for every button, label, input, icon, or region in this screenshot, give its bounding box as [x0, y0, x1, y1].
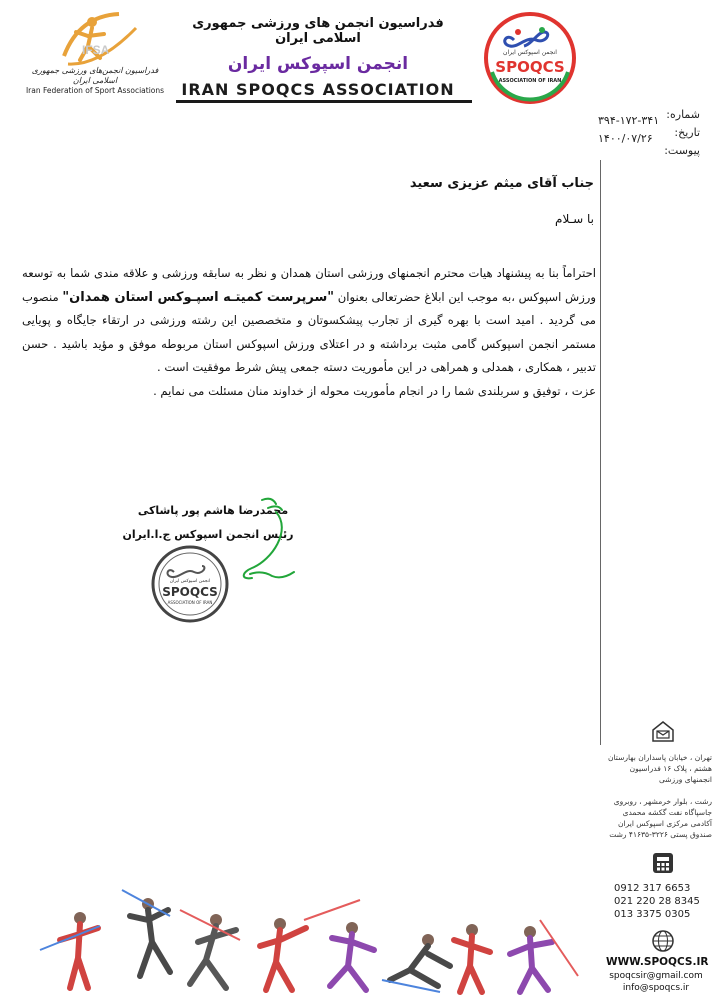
envelope-icon — [650, 718, 676, 744]
appointment-title: "سرپرست کمیتـه اسپـوکس استان همدان" — [62, 289, 335, 305]
side-divider — [600, 160, 601, 745]
fighter-figure-7 — [454, 924, 490, 992]
recipient: جناب آقای میثم عزیزی سعید — [409, 176, 594, 191]
fighter-figure-2 — [122, 890, 170, 976]
po-box: صندوق پستی ۳۲۲۶-۴۱۶۳۵ رشت — [609, 830, 712, 839]
phone-3[interactable]: 013 3375 0305 — [614, 909, 691, 920]
association-stamp — [150, 544, 230, 624]
spoqcs-logo-top-text: انجمن اسپوکس ایران — [503, 49, 557, 56]
phone-numbers — [614, 882, 710, 921]
stamp-bottom-text: ASSOCIATION OF IRAN — [167, 600, 213, 605]
phone-icon — [650, 850, 676, 876]
address-tehran: تهران ، خیابان پاسداران بهارستان هشتم ، پلاک ۱۶ فدراسیون انجمنهای ورزشی — [608, 753, 712, 784]
fighter-figure-8 — [510, 920, 578, 992]
fighters-artwork — [30, 880, 600, 1000]
fighter-figure-4 — [260, 900, 360, 990]
spoqcs-logo-bottom-text: ASSOCIATION OF IRAN — [498, 78, 562, 84]
letter-body — [22, 262, 596, 404]
date-label: تاریخ: — [674, 126, 700, 139]
signatory-title: رئیس انجمن اسپوکس ج.ا.ایران — [122, 528, 294, 541]
ifsa-english-caption: Iran Federation of Sport Associations — [25, 86, 165, 95]
attachment-label: پیوست: — [664, 144, 700, 157]
number-label: شماره: — [666, 108, 700, 121]
letter-meta-values — [598, 112, 664, 148]
association-english-title: IRAN SPOQCS ASSOCIATION — [181, 80, 455, 99]
address-rasht — [604, 796, 712, 840]
fighter-figure-6 — [382, 934, 450, 992]
letterhead-title — [178, 10, 458, 99]
fighter-figure-5 — [330, 922, 374, 990]
paragraph-2: منصوب می گردید . امید است با بهره گیری از تجارب پیشکسوتان و متخصصین این رشته ورزشی در ارتقاء جایگاه و پویایی مستمر انجمن اسپوکس گامی مثبت برداشته و در اعتلای ورزش اسپوکس استان مربوطه موفق و مؤید باشید . حسن تدبیر ، همکاری ، همدلی و همراهی در این مأموریت دسته جمعی پیش شرط موفقیت است . — [22, 289, 596, 375]
paragraph-1: احتراماً بنا به پیشنهاد هیات محترم انجمنهای ورزشی استان همدان و نظر به سابقه ورزشی و علاقه مندی شما به توسعه ورزش اسپوکس ،به موجب این ابلاغ حضرتعالی بعنوان — [22, 266, 597, 304]
signatory-name: محمدرضا هاشم پور پاشاکی — [137, 504, 289, 517]
email-1[interactable]: spoqcsir@gmail.com — [609, 971, 703, 981]
address-rasht-text: رشت ، بلوار خرمشهر ، روبروی جاسپاگاه نفت گکشه محمدی آکادمی مرکزی اسپوکس ایران — [613, 797, 712, 828]
ifsa-logo-text: IFSA — [82, 43, 110, 57]
federation-title: فدراسیون انجمن های ورزشی جمهوری اسلامی ایران — [192, 16, 444, 46]
greeting: با سـلام — [555, 212, 594, 226]
fighter-figure-3 — [180, 910, 240, 988]
number-value: ۳۹۴-۱۷۲-۳۴۱ — [598, 114, 660, 127]
spoqcs-logo — [482, 10, 578, 106]
date-value: ۱۴۰۰/۰۷/۲۶ — [598, 132, 653, 145]
stamp-main-text: SPOQCS — [162, 585, 218, 599]
paragraph-3: عزت ، توفیق و سربلندی شما را در انجام مأموریت محوله از خداوند منان مسئلت می نمایم . — [153, 383, 596, 398]
stamp-top-text: انجمن اسپوکس ایران — [169, 579, 211, 584]
association-title: انجمن اسپوکس ایران — [227, 54, 409, 74]
globe-icon — [650, 928, 676, 954]
handwritten-signature — [232, 490, 302, 590]
ifsa-caption — [20, 66, 170, 96]
email-list — [606, 970, 706, 994]
header-divider — [176, 100, 472, 103]
email-2[interactable]: info@spoqcs.ir — [622, 983, 690, 993]
website-link[interactable]: WWW.SPOQCS.IR — [606, 956, 709, 968]
fighter-figure-1 — [40, 912, 100, 988]
phone-1[interactable]: 0912 317 6653 — [614, 883, 691, 894]
spoqcs-logo-main-text: SPOQCS — [495, 58, 565, 76]
phone-2[interactable]: 021 220 28 8345 — [614, 896, 700, 907]
ifsa-persian-caption: فدراسیون انجمن‌های ورزشی جمهوری اسلامی ایران — [31, 66, 159, 85]
